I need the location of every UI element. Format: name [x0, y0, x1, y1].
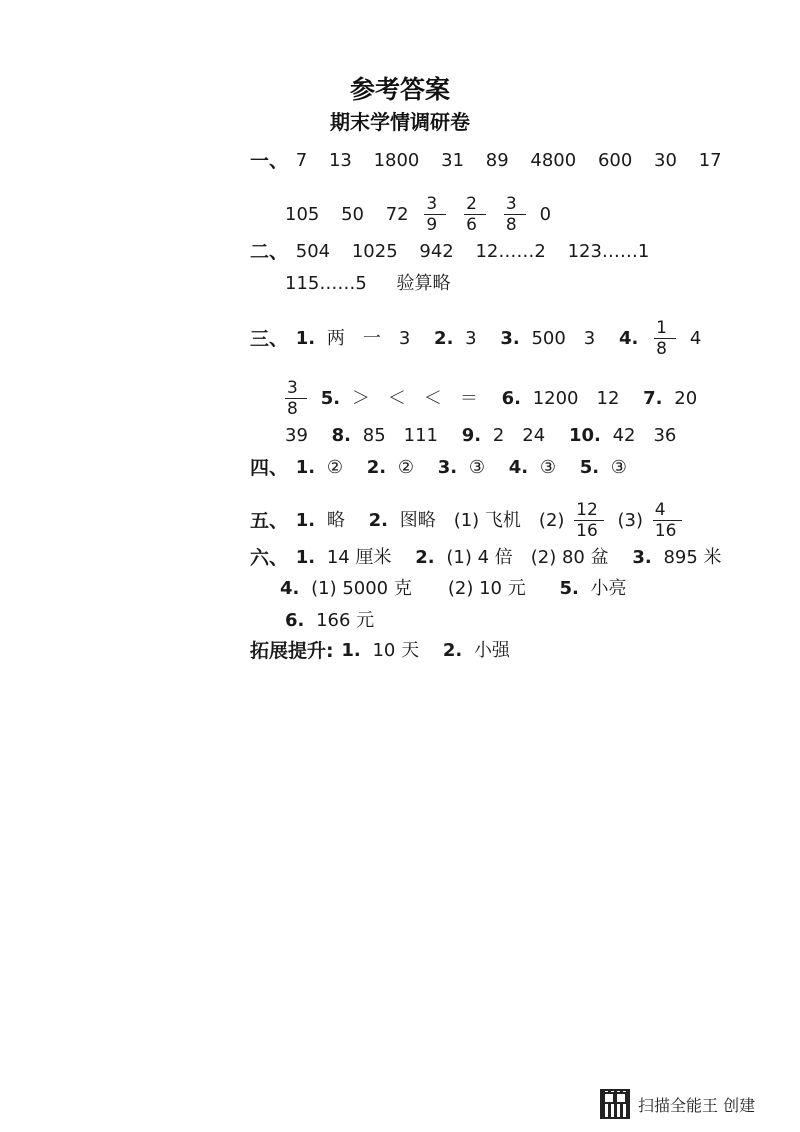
section-label: 一、 [250, 150, 289, 172]
answer-value: 31 [441, 150, 465, 171]
answer-value: 123……1 [567, 241, 650, 262]
fraction: $\frac{3}{8}$ [504, 194, 522, 235]
section-3-row-2 [285, 378, 698, 419]
answer-value: 小强 [473, 640, 510, 661]
question-number: 9. [461, 425, 482, 446]
scanner-watermark [600, 1088, 755, 1120]
section-3-row-1 [250, 318, 702, 359]
answer-value: 17 [698, 150, 722, 171]
answer-value: 7 [295, 150, 308, 171]
answer-value: 1025 [351, 241, 398, 262]
question-number: 4. [508, 457, 529, 478]
question-number: 2. [366, 457, 387, 478]
section-6-row-3 [285, 608, 374, 634]
answer-value: 小亮 [590, 578, 627, 599]
answer-value: 1800 [373, 150, 420, 171]
answer-value: 2 24 [492, 425, 546, 446]
section-6-row-1 [250, 545, 722, 571]
question-number: 1. [295, 457, 316, 478]
answer-value: (1) 4 倍 (2) 80 盆 [446, 547, 609, 568]
question-number: 2. [434, 327, 454, 349]
page-subtitle: 期末学情调研卷 [330, 110, 470, 134]
answer-value: 42 36 [612, 425, 677, 446]
extension-row [250, 638, 510, 664]
section-label: 拓展提升: [250, 640, 334, 662]
answer-value: 30 [654, 150, 677, 171]
section-label: 五、 [250, 509, 289, 532]
section-label: 二、 [250, 241, 289, 263]
question-number: 10. [568, 425, 601, 446]
answer-value: 600 [597, 150, 633, 171]
fraction: $\frac{3}{9}$ [424, 194, 442, 235]
answer-value: ＞ ＜ ＜ ＝ [351, 387, 478, 409]
answer-value: 85 111 [362, 425, 439, 446]
answer-value: ③ [610, 457, 627, 478]
answer-value: 115……5 [285, 273, 367, 294]
answer-value: 10 天 [372, 640, 420, 661]
question-number: 2. [442, 640, 463, 661]
section-6-row-2 [280, 576, 627, 602]
section-label: 三、 [250, 327, 289, 350]
answer-value: 89 [485, 150, 509, 171]
answer-value: 500 3 [531, 327, 596, 349]
fraction: $\frac{4}{16}$ [653, 500, 679, 541]
fraction: $\frac{1}{8}$ [654, 318, 672, 359]
answer-value: 166 元 [316, 610, 375, 631]
question-number: 5. [320, 387, 341, 409]
answer-value: 图略 (1) 飞机 (2) [399, 509, 565, 531]
question-number: 3. [500, 327, 520, 349]
question-number: 1. [295, 327, 316, 349]
question-number: 2. [415, 547, 435, 568]
question-number: 5. [559, 578, 579, 599]
answer-value: 1200 12 [532, 387, 620, 409]
answer-value: 3 [465, 327, 477, 349]
page-title: 参考答案 [349, 75, 450, 104]
question-number: 6. [501, 387, 521, 409]
fraction: $\frac{12}{16}$ [574, 500, 600, 541]
answer-value: 20 [674, 387, 698, 409]
answer-value: 39 [285, 425, 308, 446]
section-1-row-2 [285, 194, 567, 235]
answer-value: 两 一 3 [326, 327, 411, 349]
answer-value: ③ [539, 457, 556, 478]
question-number: 8. [331, 425, 352, 446]
watermark-text: 扫描全能王 创建 [638, 1095, 756, 1115]
section-label: 六、 [250, 547, 289, 569]
question-number: 1. [341, 640, 361, 661]
section-1-row-1 [250, 148, 738, 174]
section-2-row-1 [250, 239, 665, 265]
question-number: 7. [643, 387, 663, 409]
answer-value: 0 [539, 203, 552, 225]
answer-value: 895 米 [663, 547, 722, 568]
answer-value: 105 [285, 203, 320, 225]
fraction: $\frac{3}{8}$ [285, 378, 303, 419]
question-number: 5. [579, 457, 600, 478]
answer-value: 72 [385, 203, 409, 225]
section-5-row [250, 500, 690, 541]
question-number: 1. [295, 509, 316, 531]
answer-value: 13 [328, 150, 352, 171]
qr-code-icon [600, 1089, 630, 1119]
answer-value: 4800 [530, 150, 577, 171]
question-number: 1. [295, 547, 316, 568]
answer-value: 504 [295, 241, 331, 262]
answer-value: ③ [468, 457, 485, 478]
answer-value: (1) 5000 克 (2) 10 元 [311, 578, 526, 599]
answer-value: 12……2 [475, 241, 546, 262]
answer-value: 942 [419, 241, 454, 262]
answer-value: 略 [326, 509, 345, 531]
section-2-row-2 [285, 271, 451, 297]
answer-value: 50 [341, 203, 364, 225]
question-number: 4. [619, 327, 639, 349]
answer-value: ② [397, 457, 414, 478]
question-number: 4. [280, 578, 300, 599]
answer-value: 4 [689, 327, 702, 349]
section-3-row-3 [285, 423, 676, 449]
answer-value: (3) [617, 509, 644, 531]
question-number: 2. [368, 509, 388, 531]
answer-value: 14 厘米 [326, 547, 392, 568]
section-4-row [250, 455, 627, 481]
check-note: 验算略 [396, 273, 451, 294]
question-number: 3. [437, 457, 458, 478]
fraction: $\frac{2}{6}$ [464, 194, 482, 235]
question-number: 3. [632, 547, 652, 568]
answer-value: ② [326, 457, 343, 478]
section-label: 四、 [250, 457, 289, 479]
question-number: 6. [285, 610, 305, 631]
